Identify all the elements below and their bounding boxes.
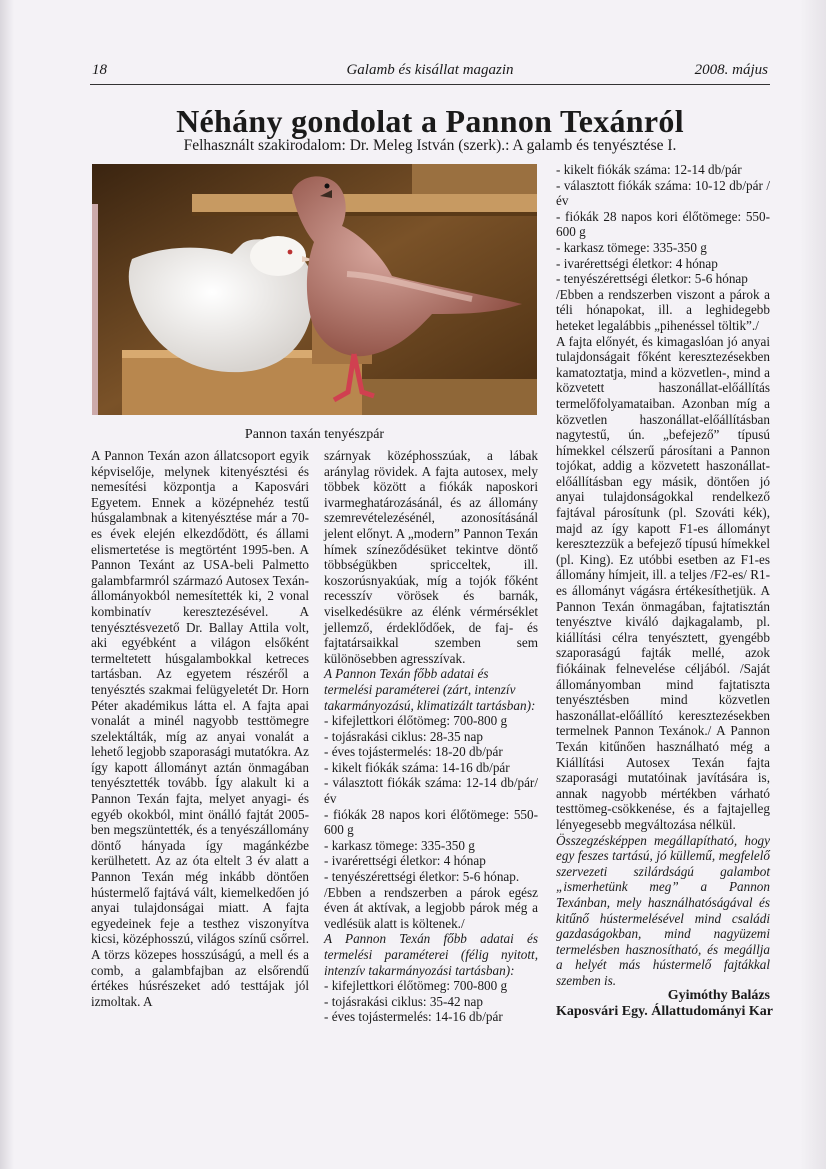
body-paragraph: A Pannon Texán azon állatcsoport egyik képviselője, melynek kitenyésztési és nemesítési központja a Kaposvári Egyetem. Ennek a középnehéz testű húsgalambnak a kitenyésztése már a 70-es évek elején elkezdődött, és állami elismertetése is megtörtént 1995-ben. A Pannon Texánt az USA-beli Palmetto galambfarmról származó Autosex Texán-állományokból nemesítették ki, 2 vonal kombinatív keresztezésével. A tenyésztésvezető Dr. Ballay Attila volt, aki egyébként a világon elsőként termeltetett húsgalambokkal ketreces tartásban. Az egyetem részéről a tenyésztés szakmai felügyeletét Dr. Horn Péter akadémikus látta el. A fajta apai vonalát a minél nagyobb testtömegre szelektálták, míg az anyai vonalát a lehető legjobb szaporasági mutatókra. Az így kapott állományt aztán önmagában tenyésztették tovább. Így alakult ki a Pannon Texán fajta, melyet anyagi- és egyéb okokból, mint önálló fajtát 2005-ben megszüntették, és a tenyészállomány döntő hányada így magánkézbe kerülhetett. Az az óta eltelt 3 év alatt a Pannon Texán még inkább döntően hústermelő fajtává vált, kiemelkedően jó anyai tulajdonságai miatt. A fajta egyedeinek feje a testhez viszonyítva kicsi, középhosszú, világos színű csőrrel. A törzs közepes hosszúságú, a mell és a comb, a galambfajban az elsőrendű értékes húsrészeket adó testtájak jól izmoltak. A xyxy=(91,448,309,1009)
list-item: /Ebben a rendszerben viszont a párok a téli hónapokat, ill. a leghidegebb heteket legalábbis „pihenéssel töltik”./ xyxy=(556,286,770,333)
column-3 xyxy=(556,162,774,1020)
list-item: - tenyészérettségi életkor: 5-6 hónap xyxy=(556,271,748,287)
issue-date: 2008. május xyxy=(694,62,768,78)
list-item: - karkasz tömege: 335-350 g xyxy=(556,239,707,255)
list-item: - kikelt fiókák száma: 12-14 db/pár xyxy=(556,162,742,177)
list-item: - kifejlettkori élőtömeg: 700-800 g xyxy=(324,713,508,729)
list-item: - választott fiókák száma: 12-14 db/pár/év xyxy=(324,775,538,807)
list-item: /Ebben a rendszerben a párok egész éven át aktívak, a legjobb párok még a vedlésük alatt is költenek./ xyxy=(324,884,538,931)
author-name: Gyimóthy Balázs xyxy=(667,988,770,1004)
column-2 xyxy=(324,448,538,1025)
parameters-heading: A Pannon Texán főbb adatai és termelési paraméterei (zárt, intenzív takarmányozású, klimatizált tartásban): xyxy=(324,666,536,713)
parameters-heading: A Pannon Texán főbb adatai és termelési paraméterei (félig nyitott, intenzív takarmányozási tartásban): xyxy=(324,931,538,978)
list-item: - tenyészérettségi életkor: 5-6 hónap. xyxy=(324,869,520,885)
photo-caption: Pannon taxán tenyészpár xyxy=(244,427,385,442)
list-item: - fiókák 28 napos kori élőtömege: 550-600 g xyxy=(324,806,538,838)
list-item: - ivarérettségi életkor: 4 hónap xyxy=(556,255,718,271)
list-item: - kifejlettkori élőtömeg: 700-800 g xyxy=(324,978,508,994)
list-item: - választott fiókák száma: 10-12 db/pár /év xyxy=(556,177,770,209)
list-item: - tojásrakási ciklus: 35-42 nap xyxy=(324,993,483,1009)
body-paragraph: szárnyak középhosszúak, a lábak aránylag rövidek. A fajta autosex, mely többek között a fiókák naposkori ivarmeghatározásánál, és az állomány szemrevételezésénél, azonosításánál jelent előnyt. A „modern” Pannon Texán hímek színeződésüket tekintve döntő többségükben spricceltek, ill. koszorúsnyakúak, míg a tojók főként recesszív vörösek és barnák, viselkedésükre az élénk vérmérséklet jellemző, érdeklődőek, de faj- és fajtatársaikkal szemben sem különösebben agresszívak. xyxy=(324,448,538,666)
list-item: - éves tojástermelés: 14-16 db/pár xyxy=(324,1009,503,1025)
article-subtitle: Felhasznált szakirodalom: Dr. Meleg István (szerk).: A galamb és tenyésztése I. xyxy=(183,137,677,154)
list-item: - karkasz tömege: 335-350 g xyxy=(324,837,475,853)
column-1 xyxy=(91,448,309,1009)
list-item: - tojásrakási ciklus: 28-35 nap xyxy=(324,728,483,744)
page-number: 18 xyxy=(92,62,107,78)
list-item: - fiókák 28 napos kori élőtömege: 550-600 g xyxy=(556,208,770,240)
author-affiliation: Kaposvári Egy. Állattudományi Kar xyxy=(556,1004,774,1020)
pigeon-photo-illustration xyxy=(92,164,537,415)
list-item: - ivarérettségi életkor: 4 hónap xyxy=(324,853,486,869)
article-title: Néhány gondolat a Pannon Texánról xyxy=(176,103,684,139)
pigeon-pair-photo xyxy=(92,164,537,415)
body-paragraph: A fajta előnyét, és kimagaslóan jó anyai tulajdonságait főként keresztezésekben kamatoztatja, mind a közvetlen-, mind a közvetett haszonállat-előállítás termelőfolyamataiban. Azonban míg a közvetlen haszonállat-előállításban nagytestű, ún. „befejező” típusú hímekkel célszerű párosítani a Pannon tojókat, addig a közvetett haszonállat-előállításban egy másik, döntően jó anyai tulajdonságokkal rendelkező fajtával párosítunk (pl. Szováti kék), majd az így kapott F1-es állományt keresztezzük a befejező típusú hímekkel (pl. King). Ez utóbbi esetben az F1-es állomány hímjeit, ill. a teljes /F2-es/ R1-es állományt vágásra értékesíthetjük. A Pannon Texán önmagában, fajtatisztán tenyésztve kiváló dajkagalamb, pl. kiállítási célra tenyésztett, gyengébb szaporaságú fajták mellé, azok fiókáinak felnevelése céljából. /Saját állományomban mind fajtatiszta tenyésztésben mind közvetlen haszonállat-előállító keresztezésekben termelnek Pannon Texánok./ A Pannon Texán kitűnően használható még a Kiállítási Autosex Texán fajta szaporasági mutatóinak javítására is, annak nagyobb mértékben várható testtömeg-csökkenése, és a fajtajelleg lényegesebb megváltozása nélkül. xyxy=(556,333,770,832)
list-item: - kikelt fiókák száma: 14-16 db/pár xyxy=(324,759,510,775)
list-item: - éves tojástermelés: 18-20 db/pár xyxy=(324,744,503,760)
running-header xyxy=(90,62,770,85)
magazine-name: Galamb és kisállat magazin xyxy=(346,62,514,78)
summary-paragraph: Összegzésképpen megállapítható, hogy egy feszes tartású, jó küllemű, megfelelő szervezeti szilárdságú galambot „ismerhetünk meg” a Pannon Texánban, mely használhatóságával és kitűnő hústermelésével mind családi gazdaságokban, mind nagyüzemi termelésben hasznosítható, és megállja a helyét más hústermelő fajtákkal szemben is. xyxy=(556,832,770,988)
